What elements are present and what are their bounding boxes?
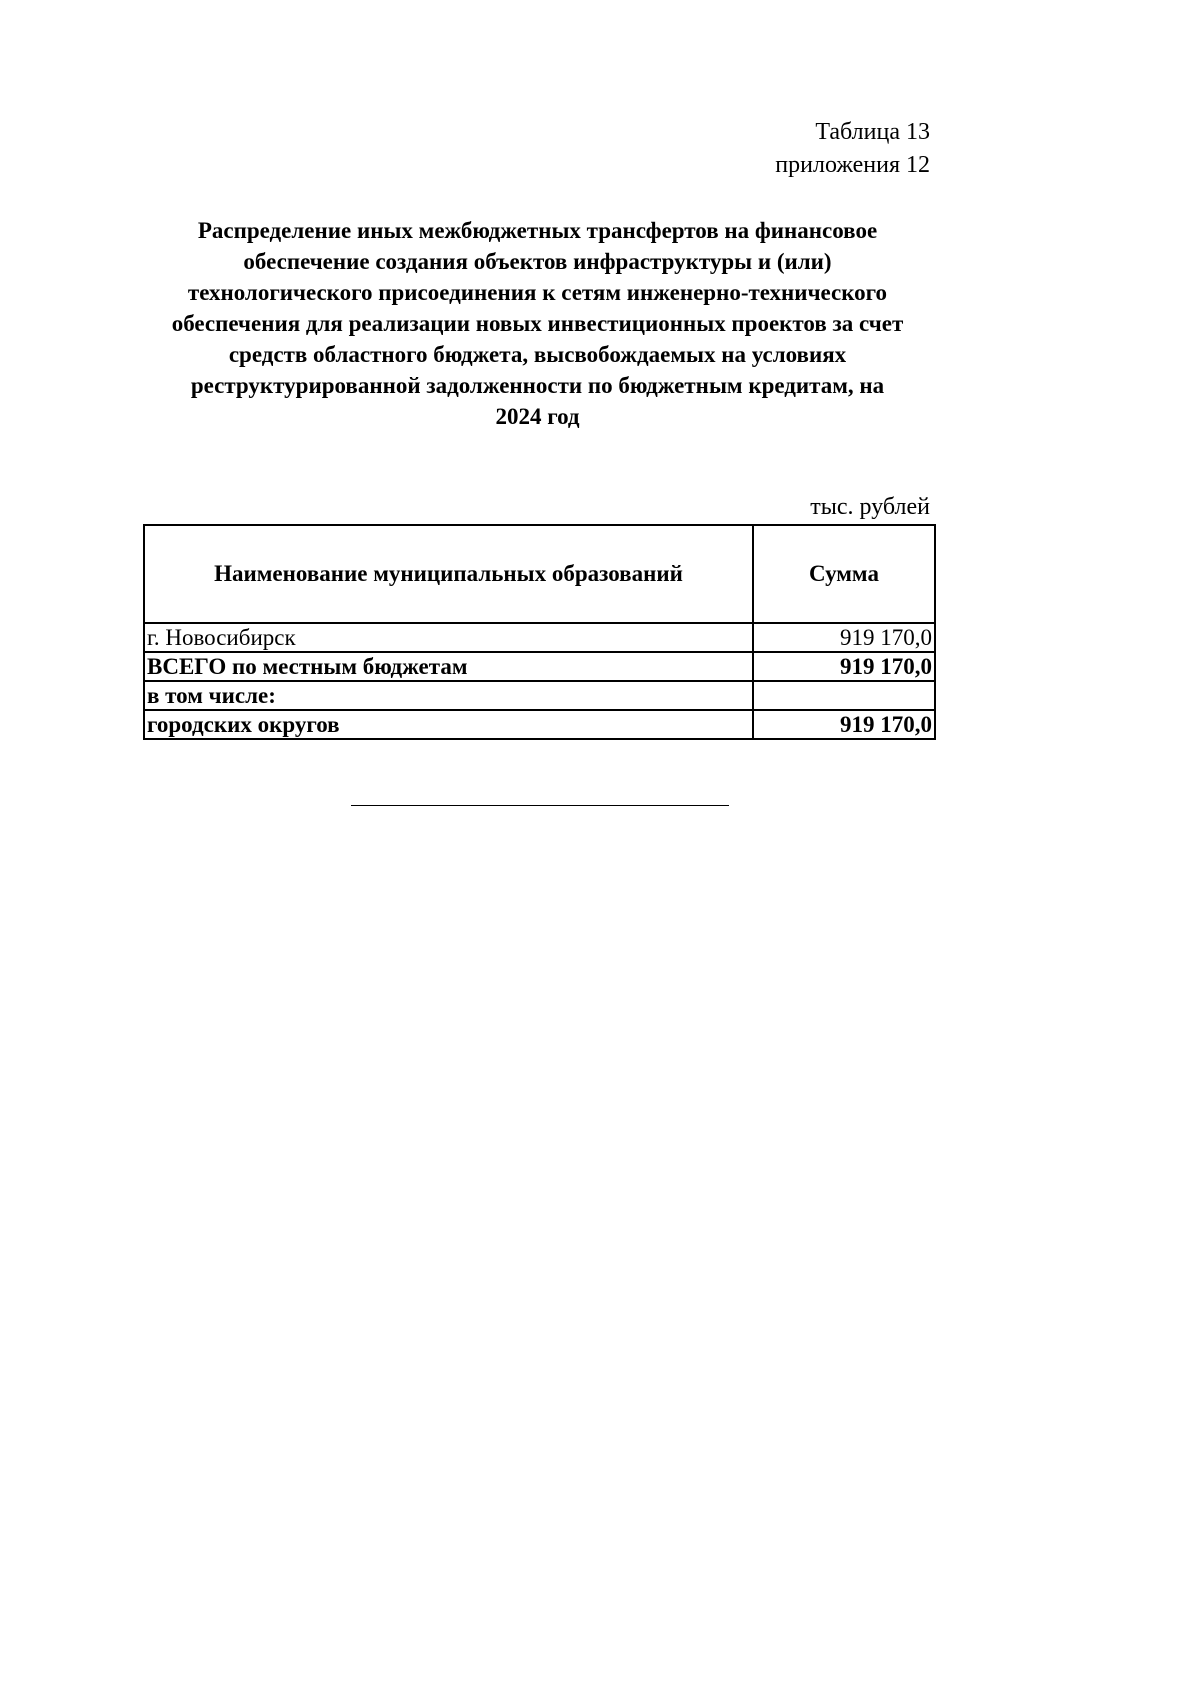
table-row-including bbox=[144, 681, 935, 710]
transfers-table bbox=[143, 524, 936, 740]
municipality-name: городских округов bbox=[144, 710, 753, 739]
table-row bbox=[144, 623, 935, 652]
document-title bbox=[140, 215, 935, 432]
table-row-urban-districts bbox=[144, 710, 935, 739]
municipality-name: ВСЕГО по местным бюджетам bbox=[144, 652, 753, 681]
municipality-name: в том числе: bbox=[144, 681, 753, 710]
table-header-row bbox=[144, 525, 935, 623]
table-number-label: Таблица 13 bbox=[815, 119, 930, 145]
document-header bbox=[600, 116, 930, 182]
column-header-name: Наименование муниципальных образований bbox=[144, 525, 753, 623]
title-line: средств областного бюджета, высвобождаемых на условиях bbox=[228, 342, 847, 367]
amount-value: 919 170,0 bbox=[753, 623, 935, 652]
title-line: 2024 год bbox=[495, 404, 580, 429]
title-line: технологического присоединения к сетям инженерно-технического bbox=[187, 280, 888, 305]
amount-value: 919 170,0 bbox=[753, 710, 935, 739]
title-line: Распределение иных межбюджетных трансфертов на финансовое bbox=[197, 218, 878, 243]
column-header-amount: Сумма bbox=[753, 525, 935, 623]
amount-value: 919 170,0 bbox=[753, 652, 935, 681]
table-row-total bbox=[144, 652, 935, 681]
title-line: обеспечение создания объектов инфраструктуры и (или) bbox=[243, 249, 832, 274]
appendix-label: приложения 12 bbox=[775, 152, 930, 178]
title-line: реструктурированной задолженности по бюджетным кредитам, на bbox=[190, 373, 885, 398]
closing-divider-line bbox=[351, 805, 729, 806]
units-label: тыс. рублей bbox=[810, 494, 930, 520]
amount-value bbox=[753, 681, 935, 710]
title-line: обеспечения для реализации новых инвестиционных проектов за счет bbox=[171, 311, 904, 336]
municipality-name: г. Новосибирск bbox=[144, 623, 753, 652]
